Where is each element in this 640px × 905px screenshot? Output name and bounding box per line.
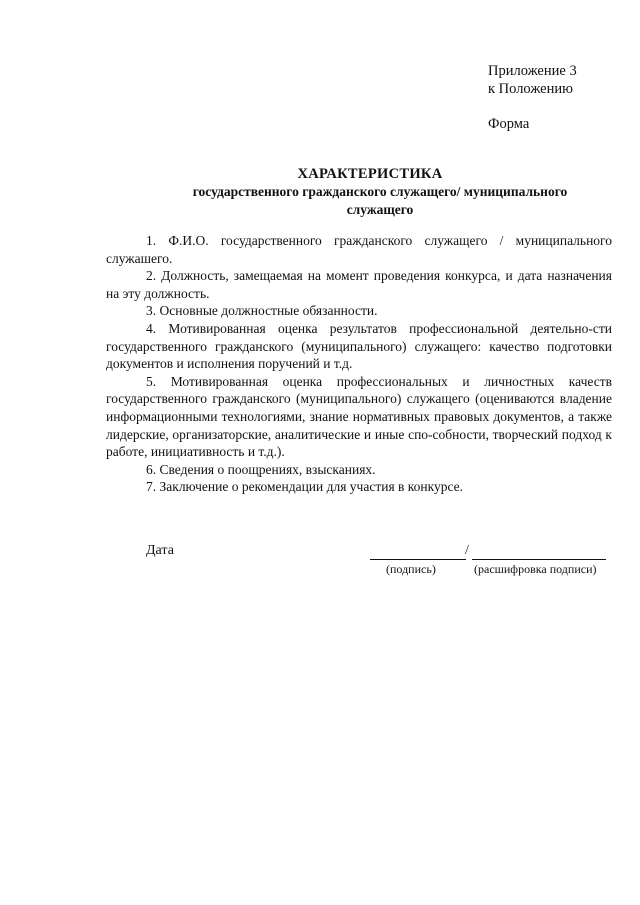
appendix-reference: к Положению [488,81,573,97]
item-1: 1. Ф.И.О. государственного гражданского служащего / муниципального служашего. [106,233,612,266]
form-label: Форма [488,116,530,132]
item-2: 2. Должность, замещаемая на момент проведения конкурса, и дата назначения на эту должность. [106,268,612,301]
signature-line [370,559,466,560]
document-title: ХАРАКТЕРИСТИКА [297,166,443,182]
item-3: 3. Основные должностные обязанности. [146,303,378,319]
document-body [106,232,612,496]
signature-caption: (подпись) [386,562,436,576]
document-subtitle: государственного гражданского служащего/ муниципального служащего [192,184,568,217]
item-5: 5. Мотивированная оценка профессиональных и личностных качеств государственного гражданского (муниципального) служащего (оцениваются владение информационными технологиями, знание нормативных правовых документов, а также лидерские, организаторские, аналитические и иные спо-собности, творческий подход к работе, инициативность и т.д.). [106,373,612,460]
item-6: 6. Сведения о поощрениях, взысканиях. [146,461,376,477]
transcript-line [472,559,606,560]
transcript-caption: (расшифровка подписи) [474,562,597,576]
date-label: Дата [146,543,174,558]
appendix-number: Приложение 3 [488,63,577,79]
appendix-note [488,62,577,98]
signature-separator: / [465,543,469,558]
item-4: 4. Мотивированная оценка результатов профессиональной деятельно-сти государственного гражданского (муниципального) служащего: качество подготовки документов и исполнения поручений и т.д. [106,320,612,372]
item-7: 7. Заключение о рекомендации для участия в конкурсе. [146,479,464,495]
